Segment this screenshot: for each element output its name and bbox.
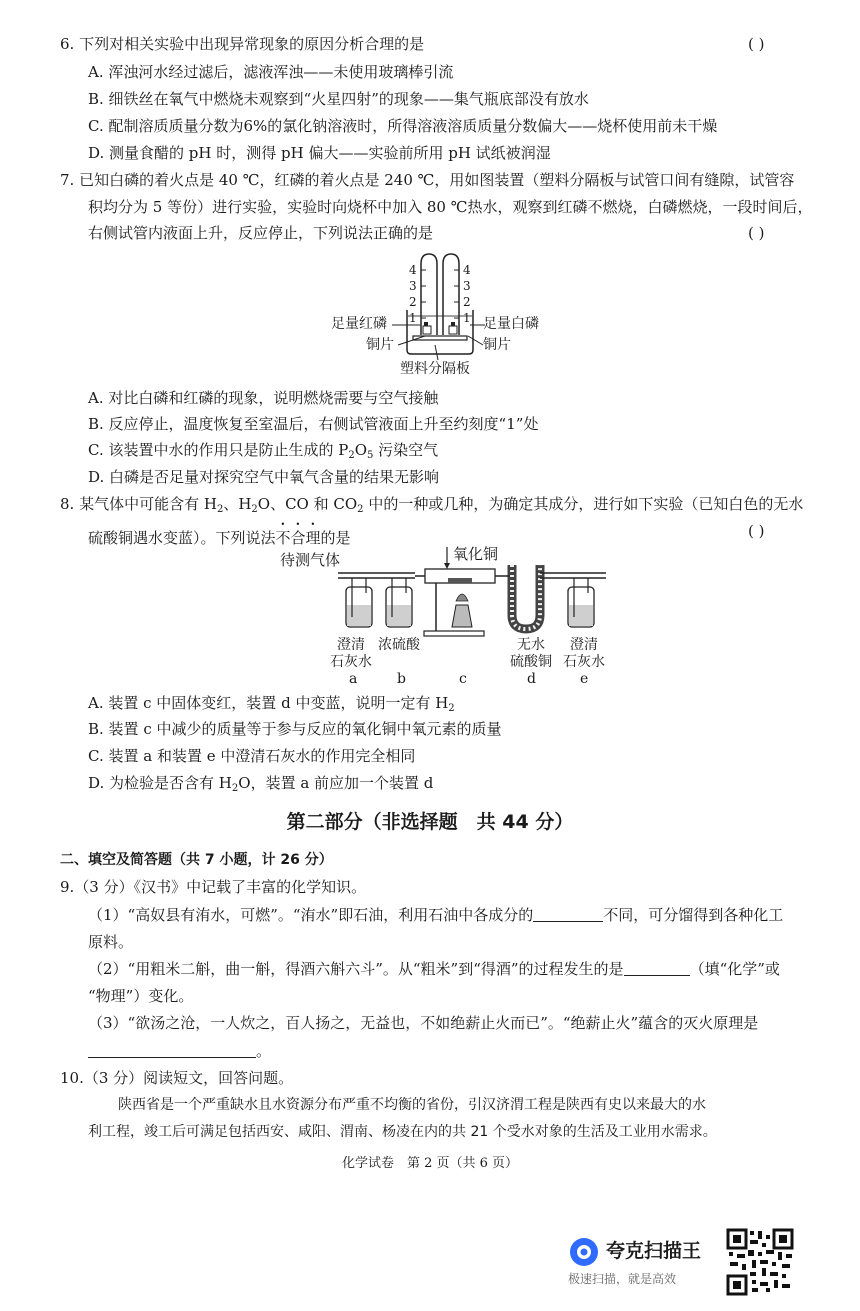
q7-stem-line1: 7. 已知白磷的着火点是 40 ℃，红磷的着火点是 240 ℃，用如图装置（塑料分隔板与试管口间有缝隙，试管容 (60, 171, 795, 189)
q8-label-e-line2: 石灰水 (563, 654, 605, 670)
q7-scale-left-1: 1 (409, 311, 417, 325)
q7-option-c: C. 该装置中水的作用只是防止生成的 $P_2O_5$ 污染空气 (88, 441, 439, 461)
q9-blank-3[interactable] (88, 1043, 256, 1058)
q8-label-b: 浓硫酸 (378, 637, 420, 653)
q9-part3-line1: （3）“欲汤之沧，一人炊之，百人扬之，无益也，不如绝薪止火而已”。“绝薪止火”蕴含的灭火原理是 (88, 1014, 759, 1032)
q8-label-test-gas: 待测气体 (280, 551, 341, 569)
q8-option-b: B. 装置 c 中减少的质量等于参与反应的氧化铜中氧元素的质量 (88, 720, 502, 738)
q8-stem-line1: 8. 某气体中可能含有 $H_2$、$H_2O$、CO 和 $CO_2$ 中的一种或几种，为确定其成分，进行如下实验（已知白色的无水 (60, 495, 804, 515)
q8-answer-paren: ( ) (748, 522, 765, 540)
q8-label-e-line1: 澄清 (570, 637, 598, 653)
q8-letter-d: d (527, 671, 536, 687)
q9-part2-line1: （2）“用粗米二斛，曲一斛，得酒六斛六斗”。从“粗米”到“得酒”的过程发生的是 （填“化学”或 (88, 960, 780, 978)
q6-option-a: A. 浑浊河水经过滤后，滤液浑浊——未使用玻璃棒引流 (88, 63, 454, 81)
scanner-logo-icon (568, 1236, 600, 1268)
scanner-watermark (566, 1232, 726, 1292)
q8-label-a-line1: 澄清 (337, 637, 365, 653)
q9-part3-line2: 。 (88, 1040, 271, 1062)
q7-leader-lines (390, 320, 500, 365)
q7-label-copper-right: 铜片 (483, 337, 511, 353)
q7-stem-line2: 积均分为 5 等份）进行实验，实验时向烧杯中加入 80 ℃热水，观察到红磷不燃烧，白磷燃烧，一段时间后， (88, 198, 813, 216)
q6-stem: 6. 下列对相关实验中出现异常现象的原因分析合理的是 (60, 35, 425, 53)
part2-title: 第二部分（非选择题 共 44 分） (286, 811, 574, 833)
scanner-slogan: 极速扫描，就是高效 (568, 1272, 677, 1286)
q8-letter-a: a (349, 671, 358, 687)
q6-option-d: D. 测量食醋的 pH 时，测得 pH 偏大——实验前所用 pH 试纸被润湿 (88, 144, 551, 162)
q8-option-a: A. 装置 c 中固体变红，装置 d 中变蓝，说明一定有 $H_2$ (88, 694, 455, 714)
q6-option-c: C. 配制溶质质量分数为6%的氯化钠溶液时，所得溶液溶质质量分数偏大——烧杯使用前未干燥 (88, 117, 718, 135)
q8-label-copper-oxide: 氧化铜 (453, 545, 499, 563)
q10-stem: 10.（3 分）阅读短文，回答问题。 (60, 1069, 294, 1087)
q7-label-white-phosphorus: 足量白磷 (483, 316, 539, 332)
q7-scale-right-3: 3 (463, 279, 471, 293)
q7-scale-left-4: 4 (409, 263, 417, 277)
q7-option-b: B. 反应停止，温度恢复至室温后，右侧试管液面上升至约刻度“1”处 (88, 415, 539, 433)
q8-label-a-line2: 石灰水 (330, 654, 372, 670)
scanner-app-name: 夸克扫描王 (606, 1240, 702, 1262)
q8-stem-line2: 硫酸铜遇水变蓝）。下列说法不合理的是 (88, 529, 351, 547)
q7-scale-right-2: 2 (463, 295, 471, 309)
q8-option-d: D. 为检验是否含有 $H_2O$，装置 a 前应加一个装置 d (88, 774, 434, 794)
q6-option-b: B. 细铁丝在氧气中燃烧未观察到“火星四射”的现象——集气瓶底部没有放水 (88, 90, 589, 108)
q9-part1-line2: 原料。 (88, 933, 134, 951)
q7-scale-right-4: 4 (463, 263, 471, 277)
q8-letter-c: c (459, 671, 467, 687)
q10-passage-line2: 利工程，竣工后可满足包括西安、咸阳、渭南、杨凌在内的共 21 个受水对象的生活及工业用水需求。 (88, 1124, 717, 1140)
q7-answer-paren: ( ) (748, 224, 765, 242)
qr-code-icon (726, 1228, 794, 1296)
q7-stem-line3: 右侧试管内液面上升，反应停止，下列说法正确的是 (88, 224, 434, 242)
q7-label-red-phosphorus: 足量红磷 (331, 316, 387, 332)
q7-option-d: D. 白磷是否足量对探究空气中氧气含量的结果无影响 (88, 468, 440, 486)
q9-part1-line1: （1）“高奴县有洧水，可燃”。“洧水”即石油，利用石油中各成分的 不同，可分馏得到各种化工 (88, 906, 784, 924)
q8-option-c: C. 装置 a 和装置 e 中澄清石灰水的作用完全相同 (88, 747, 416, 765)
q6-answer-paren: ( ) (748, 35, 765, 53)
q8-letter-b: b (397, 671, 406, 687)
q8-label-d-line2: 硫酸铜 (510, 654, 552, 670)
q9-stem: 9.（3 分）《汉书》中记载了丰富的化学知识。 (60, 878, 367, 896)
q7-option-a: A. 对比白磷和红磷的现象，说明燃烧需要与空气接触 (88, 389, 439, 407)
q7-label-plastic-plate: 塑料分隔板 (400, 361, 470, 377)
q8-letter-e: e (580, 671, 589, 687)
q9-part2-line2: “物理”）变化。 (88, 987, 194, 1005)
q7-scale-right-1: 1 (463, 311, 471, 325)
section2-title: 二、填空及简答题（共 7 小题，计 26 分） (60, 852, 333, 868)
q8-label-d-line1: 无水 (517, 637, 545, 653)
page-footer: 化学试卷 第 2 页（共 6 页） (341, 1156, 519, 1171)
q7-scale-left-2: 2 (409, 295, 417, 309)
q7-scale-left-3: 3 (409, 279, 417, 293)
q7-label-copper-left: 铜片 (366, 337, 394, 353)
q9-blank-2[interactable] (624, 961, 690, 976)
q9-blank-1[interactable] (533, 907, 603, 922)
q10-passage-line1: 陕西省是一个严重缺水且水资源分布严重不均衡的省份，引汉济渭工程是陕西有史以来最大的水 (118, 1097, 706, 1113)
